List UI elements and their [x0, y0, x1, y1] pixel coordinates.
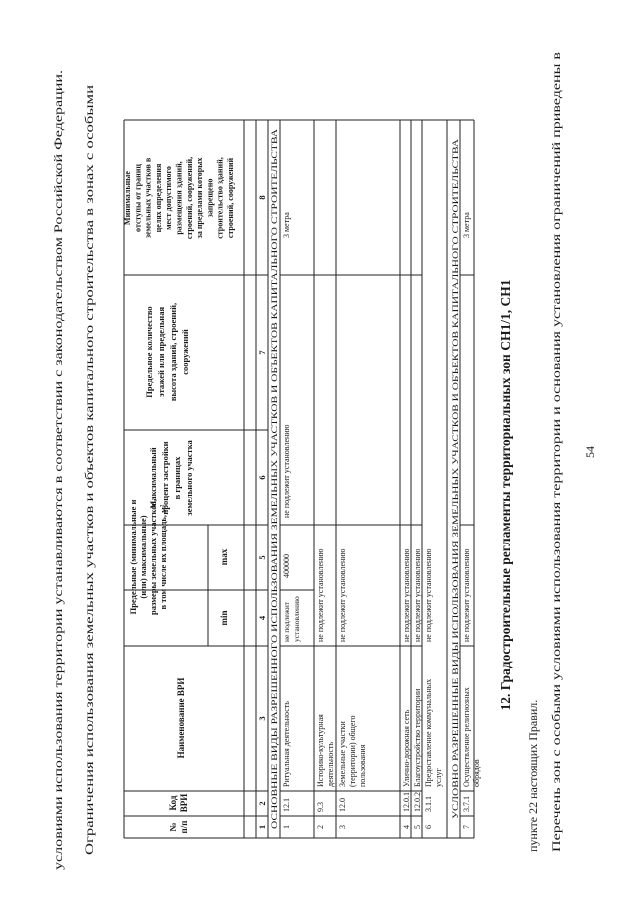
header-setbacks: мест допустимого	[164, 166, 174, 230]
section-title: 12. Градостроительные регламенты территориальных зон СН1/1, СН1	[498, 279, 513, 711]
row-name: Историко-культурная	[316, 714, 325, 787]
row-num: 5	[413, 825, 422, 829]
row-setback-value: 3 метра	[282, 212, 291, 238]
header-num: №	[168, 822, 178, 832]
row-name: пользования	[358, 744, 367, 787]
header-size: в том числе их площадь, м²	[158, 504, 168, 610]
row-num: 6	[424, 825, 433, 829]
header-size: Предельные (минимальные и	[128, 499, 138, 615]
row-name: Предоставление коммунальных	[424, 678, 433, 787]
header-size: размеры земельных участков,	[148, 498, 158, 616]
row-size-value: не подлежит установлению	[413, 548, 422, 642]
row-num: 2	[316, 825, 325, 829]
row-name: услуг	[434, 768, 443, 787]
page-number: 54	[583, 446, 597, 458]
column-number: 6	[257, 475, 267, 480]
row-size-value: не подлежит установлению	[402, 548, 411, 642]
row-code: 12.0.1	[402, 792, 411, 812]
column-number: 5	[257, 555, 267, 560]
header-setbacks: отступы от границ	[133, 164, 143, 232]
header-floors: этажей или предельная	[156, 306, 166, 398]
row-num: 3	[338, 825, 347, 829]
row-code: 3.7.1	[462, 796, 471, 812]
row-num: 7	[462, 825, 471, 829]
header-coverage: процент застройки	[160, 441, 170, 515]
row-name: обрядов	[472, 759, 481, 787]
header-floors: сооружений	[180, 329, 190, 375]
header-coverage: в границах	[172, 456, 182, 500]
row-size-value: не подлежит установлению	[338, 548, 347, 642]
header-setbacks: запрещено	[205, 178, 215, 218]
footer-paragraph-line-2: условиями использования территории устанавливаются в соответствии с законодательством Российской Федерации.	[51, 272, 65, 870]
header-setbacks: Минимальные	[123, 171, 132, 225]
intro-paragraph-line-1: Перечень зон с особыми условиями использования территории и основания установления ограничений приведены в	[549, 254, 563, 852]
column-number: 4	[257, 615, 267, 621]
regulations-table	[123, 120, 481, 838]
header-setbacks: строительство зданий,	[215, 157, 225, 239]
header-num: п/п	[179, 820, 189, 834]
section-conditional: УСЛОВНО РАЗРЕШЕННЫЕ ВИДЫ ИСПОЛЬЗОВАНИЯ ЗЕМЕЛЬНЫХ УЧАСТКОВ И ОБЪЕКТОВ КАПИТАЛЬНОГО СТРОИТЕЛЬСТВА	[450, 309, 460, 819]
row-name: Ритуальная деятельность	[282, 701, 291, 787]
column-number: 3	[257, 716, 267, 721]
row-min-value: установлению	[292, 596, 301, 642]
footer-paragraph-line-1: Ограничения использования земельных участков и объектов капитального строительства в зонах с особыми	[82, 300, 96, 855]
header-code: ВРИ	[179, 793, 189, 813]
header-setbacks: размещения зданий,	[174, 161, 184, 235]
header-name: Наименование ВРИ	[176, 677, 186, 759]
row-name: деятельность	[326, 741, 335, 787]
row-name: Улично-дорожная сеть	[402, 709, 411, 787]
row-name: Благоустройство территории	[413, 688, 422, 787]
row-coverage-value: не подлежит установлению	[282, 424, 291, 518]
row-max-value: 400000	[282, 554, 291, 578]
header-min: min	[219, 610, 229, 626]
row-code: 9.3	[316, 802, 325, 812]
row-name: Осуществление религиозных	[462, 687, 471, 787]
row-min-value: не подлежит	[282, 601, 291, 642]
row-name: (территории) общего	[348, 715, 357, 787]
header-setbacks: целях определения	[153, 163, 163, 233]
header-max: max	[219, 548, 229, 566]
header-setbacks: строений, сооружений,	[184, 156, 194, 240]
row-setback-value: 3 метра	[462, 212, 471, 238]
column-number: 7	[257, 350, 267, 355]
header-coverage: Максимальный	[148, 447, 158, 509]
row-size-value: не подлежит установлению	[316, 548, 325, 642]
header-setbacks: строений, сооружений	[226, 157, 235, 239]
header-code: Код	[168, 795, 178, 811]
column-number: 2	[257, 801, 267, 806]
row-num: 4	[402, 825, 411, 829]
row-num: 1	[282, 825, 291, 829]
row-code: 3.1.1	[424, 796, 433, 812]
row-code: 12.0.2	[413, 792, 422, 812]
row-name: Земельные участки	[338, 721, 347, 787]
header-setbacks: земельных участков в	[143, 157, 153, 239]
header-coverage: земельного участка	[184, 440, 194, 516]
header-size: (или) максимальные)	[138, 515, 148, 599]
column-number: 1	[257, 824, 267, 830]
intro-paragraph-line-2: пункте 22 настоящих Правил.	[526, 699, 540, 852]
row-size-value: не подлежит установлению	[424, 548, 433, 642]
column-number: 8	[257, 195, 267, 200]
row-size-value: не подлежит установлению	[462, 548, 471, 642]
header-setbacks: за пределами которых	[195, 157, 205, 239]
row-code: 12.0	[338, 798, 347, 812]
header-floors: Предельное количество	[144, 306, 154, 398]
row-code: 12.1	[282, 798, 291, 812]
header-floors: высота зданий, строений,	[168, 302, 178, 402]
section-main: ОСНОВНЫЕ ВИДЫ РАЗРЕШЕННОГО ИСПОЛЬЗОВАНИЯ ЗЕМЕЛЬНЫХ УЧАСТКОВ И ОБЪЕКТОВ КАПИТАЛЬНОГО СТРОИТЕЛЬСТВА	[269, 307, 279, 829]
